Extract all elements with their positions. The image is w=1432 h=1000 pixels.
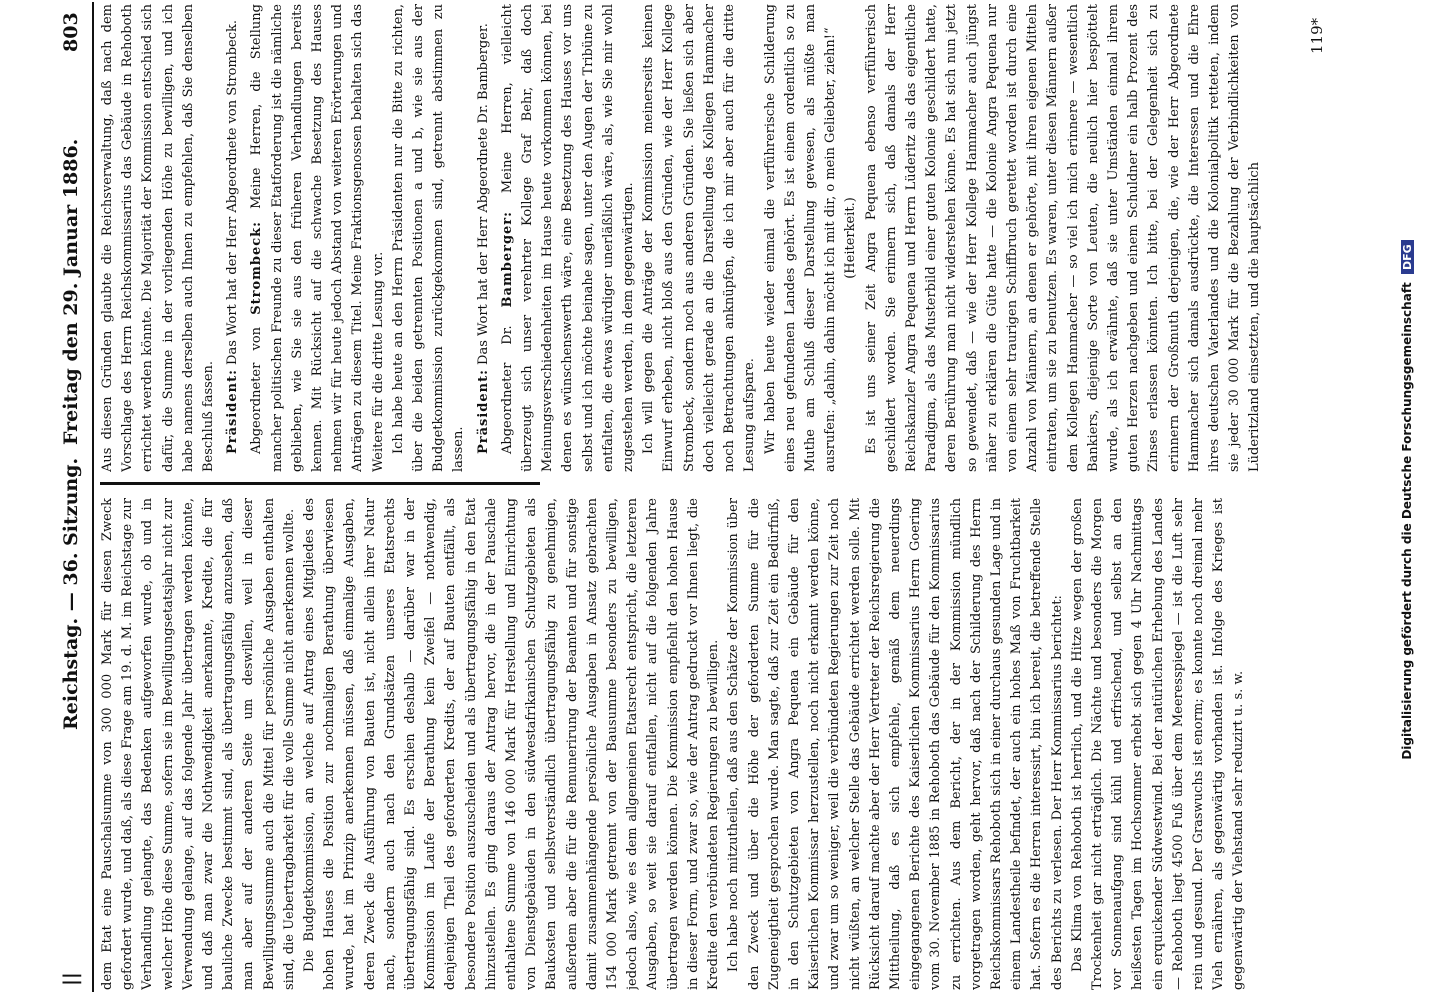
laughter-note: (Heiterkeit.) xyxy=(843,197,859,279)
quoted-report: Das Klima von Rehoboth ist herrlich, und die Hitze wegen der großen Trockenheit gar nicht erträglich. Die Nächte und besonders die Morgen vor Sonnenaufgang sind kühl und erfrischend, und selbst an den heißesten Tagen im Hochsommer erhebt sich gegen 4 Uhr Nachmittags ein erquickender Südwestwind. Bei der natürlichen Erhebung des Landes — Rehoboth liegt 4500 Fuß über dem Meeresspiegel — ist die Luft sehr rein und gesund. Der Graswuchs ist enorm; es konnte noch dreimal mehr Vieh ernähren, als gegenwärtig vorhanden ist. Infolge des Krieges ist gegenwärtig der Viehstand sehr reduzirt u. s. w. xyxy=(1069,498,1247,990)
left-column xyxy=(98,498,1360,990)
speech-text: Meine Herren, die Stellung mancher politischen Freunde zu dieser Etatforderung ist die nämliche geblieben, wie Sie sie aus den früheren Verhandlungen bereits kennen. Mit Rücksicht auf die schwache Besetzung des Hauses nehmen wir für heute jedoch Abstand von weiteren Erörterungen und Anträgen zu diesem Titel. Meine Fraktionsgenossen behalten sich das Weitere für die dritte Lesung vor. xyxy=(249,4,386,472)
president-text: Das Wort hat der Herr Abgeordnete Dr. Bamberger. xyxy=(475,23,491,365)
speech xyxy=(498,4,639,472)
paragraph: Aus diesen Gründen glaubte die Reichsverwaltung, daß nach dem Vorschlage des Herrn Reichskommissarius das Gebäude in Rehoboth errichtet werden könnte. Die Majorität der Kommission entschied sich dafür, die Summe in der vorliegenden Höhe zu bewilligen, und ich habe namens derselben auch Ihnen zu empfehlen, daß Sie denselben Beschluß fassen. xyxy=(100,4,217,472)
digitization-footer xyxy=(1400,0,1414,1000)
header-date: Freitag den 29. Januar 1886. xyxy=(60,138,82,445)
paragraph: Ich will gegen die Anträge der Kommission meinerseits keinen Einwurf erheben, nicht bloß aus den Gründen, wie der Herr Kollege Strombeck, sondern noch aus anderen Gründen. Sie ließen sich aber doch vielleicht gerade an die Darstellung des Kollegen Hammacher noch Betrachtungen anknüpfen, die ich mir aber auch für die dritte Lesung aufspare. xyxy=(641,4,758,472)
header-left-mark: || xyxy=(60,972,82,986)
header-session: Reichstag. — 36. Sitzung. xyxy=(60,457,82,730)
paragraph: Wir haben heute wieder einmal die verführerische Schilderung eines neu gefundenen Landes gehört. Es ist einem ordentlich so zu Muthe am Schluß dieser Darstellung gewesen, als müßte man ausrufen: „dahin, dahin möcht ich mit dir, o mein Geliebter, ziehn!“ xyxy=(762,4,839,472)
speaker-intro: Abgeordneter Dr. xyxy=(499,325,515,454)
speaker-intro: Abgeordneter von xyxy=(249,326,265,454)
president-text: Das Wort hat der Herr Abgeordnete von Strombeck. xyxy=(225,19,241,365)
paragraph: Ich habe noch mitzutheilen, daß aus den Schätze der Kommission über den Zweck und über die Höhe der geforderten Summe für die Zugeneigtheit gesprochen wurde. Man sagte, daß zur Zeit ein Bedürfniß, in den Schutzgebieten von Angra Pequena ein Gebäude für den Kaiserlichen Kommissar herzustellen, noch nicht erkannt werden könne, und zwar um so weniger, weil die verbündeten Regierungen zur Zeit noch nicht wüßten, an welcher Stelle das Gebäude errichtet werden solle. Mit Rücksicht darauf machte aber der Herr Vertreter der Reichsregierung die Mittheilung, daß es sich empfehle, gemäß dem neuerdings eingegangenen Berichte des Kaiserlichen Kommissarius Herrn Goering vom 30. November 1885 in Rehoboth das Gebäude für den Kommissarius zu errichten. Aus dem Bericht, der in der Kommission mündlich vorgetragen worden, geht hervor, daß nach der Schilderung des Herrn Reichskommissars Rehoboth sich in einer durchaus gesunden Lage und in einem Landestheile befindet, der auch ein hohes Maß von Fruchtbarkeit hat. Sofern es die Herren interessirt, bin ich bereit, die betreffende Stelle des Berichts zu verlesen. Der Herr Kommissarius berichtet: xyxy=(726,498,1065,990)
page-header xyxy=(60,0,94,1000)
dfg-logo: DFG xyxy=(1401,240,1414,274)
speech xyxy=(247,4,388,472)
paragraph: Es ist uns seiner Zeit Angra Pequena ebenso verführerisch geschildert worden. Sie erinnern sich, daß damals der Herr Reichskanzler Angra Pequena und Herrn Lüderitz als das eigentliche Paradigma, als das Musterbild einer guten Kolonie geschildert hatte, deren Berührung man nicht widerstehen könne. Es hat sich nun jetzt so gewendet, daß — wie der Herr Kollege Hammacher auch jüngst näher zu erklären die Güte hatte — die Kolonie Angra Pequena nur von einem sehr traurigen Schiffbruch gerettet worden ist durch eine Anzahl von Männern, an denen er gehörte, mit ihren eigenen Mitteln eintraten, um sie zu benutzen. Es waren, unter diesen Männern außer dem Kollegen Hammacher — so viel ich mich erinnere — wesentlich Bankiers, diejenige Sorte von Leuten, die neulich hier bespöttelt wurde, als ich erwähnte, daß sie unter Umständen einmal ihrem guten Herzen nachgeben und einem Schuldner ein halb Prozent des Zinses erlassen könnten. Ich bitte, bei der Gelegenheit sich zu erinnern der Großmuth derjenigen, die, wie der Herr Abgeordnete Hammacher sich damals ausdrückte, die Interessen und die Ehre ihres deutschen Vaterlandes und die Kolonialpolitik retteten, indem sie jeder 30 000 Mark für die Bezahlung der Verbindlichkeiten von Lüderitzland einsetzten, und die hauptsächlich xyxy=(863,4,1263,472)
president-remark xyxy=(474,4,494,472)
president-remark xyxy=(223,4,243,472)
paragraph: Die Budgetkommission, an welche auf Antrag eines Mitgliedes des hohen Hauses die Position zur nochmaligen Berathung überwiesen wurde, hat im Prinzip anerkennen müssen, daß einmalige Ausgaben, deren Zweck die Ausführung von Bauten ist, nicht allein ihrer Natur nach, sondern auch nach den Grundsätzen unseres Etatsrechts übertragungsfähig sind. Es erschien deshalb — darüber war in der Kommission im Laufe der Berathung kein Zweifel — nothwendig, denjenigen Theil des geforderten Kredits, der auf Bauten entfällt, als besondere Position auszuscheiden und als übertragungsfähig in den Etat hinzustellen. Es ging daraus der Antrag hervor, die in der Pauschale enthaltene Summe von 146 000 Mark für Herstellung und Einrichtung von Dienstgebäuden in den südwestafrikanischen Schutzgebieten als Baukosten und selbstverständlich übertragungsfähig zu genehmigen, außerdem aber die für die Remunerirung der Beamten und für sonstige damit zusammenhängende persönliche Ausgaben in Ansatz gebrachten 154 000 Mark getrennt von der Bausumme besonders zu bewilligen, jedoch also, wie es dem allgemeinen Etatsrecht entspricht, die letzteren Ausgaben, so weit sie darauf entfallen, nicht auf die folgenden Jahre übertragen werden können. Die Kommission empfiehlt den hohen Hause in dieser Form, und zwar so, wie der Antrag gedruckt vor Ihnen liegt, die Kredite den verbündeten Regierungen zu bewilligen. xyxy=(302,498,722,990)
header-page-number: 803 xyxy=(60,12,82,52)
president-label: Präsident: xyxy=(225,369,241,454)
president-label: Präsident: xyxy=(475,369,491,454)
footer-text: Digitalisierung gefördert durch die Deutsche Forschungsgemeinschaft xyxy=(1400,282,1414,760)
column-divider xyxy=(100,482,540,485)
speaker-name: Strombeck: xyxy=(249,221,265,315)
speaker-name: Bamberger: xyxy=(499,211,515,308)
paragraph: Ich habe heute an den Herrn Präsidenten nur die Bitte zu richten, über die beiden getrennten Positionen a und b, wie sie aus der Budgetkommission zurückgekommen sind, getrennt abstimmen zu lassen. xyxy=(390,4,467,472)
speech-text: Meine Herren, vielleicht überzeugt sich unser verehrter Kollege Graf Behr, daß doch Meinungsverschiedenheiten im Hause heute vorkommen können, bei denen es wünschenswerth wäre, eine Besetzung des Hauses vor uns selbst und ich möchte beinahe sagen, unter den Augen der Tribüne zu entfalten, die etwas würdiger unerläßlich wäre, als, wie Sie mir wohl zugestehen werden, in dem gegenwärtigen. xyxy=(499,4,637,472)
paragraph: dem Etat eine Pauschalsumme von 300 000 Mark für diesen Zweck gefordert wurde, und daß, als diese Frage am 19. d. M. im Reichstage zur Verhandlung gelangte, das Bedenken aufgeworfen wurde, ob und in welcher Höhe diese Summe, sofern sie im Bewilligungsetatsjahr nicht zur Verwendung gelange, auf das folgende Jahr übertragen werden könnte, und daß man zwar die Nothwendigkeit anerkannte, Kredite, die für bauliche Zwecke bestimmt sind, als übertragungsfähig anzusehen, daß man aber auf der anderen Seite um deswillen, weil in dieser Bewilligungssumme auch die Mittel für persönliche Ausgaben enthalten sind, die Uebertragbarkeit für die volle Summe nicht anerkennen wollte. xyxy=(100,498,297,990)
header-rule xyxy=(92,2,94,992)
signature-mark: 119* xyxy=(1308,17,1326,54)
right-column xyxy=(98,4,1330,472)
